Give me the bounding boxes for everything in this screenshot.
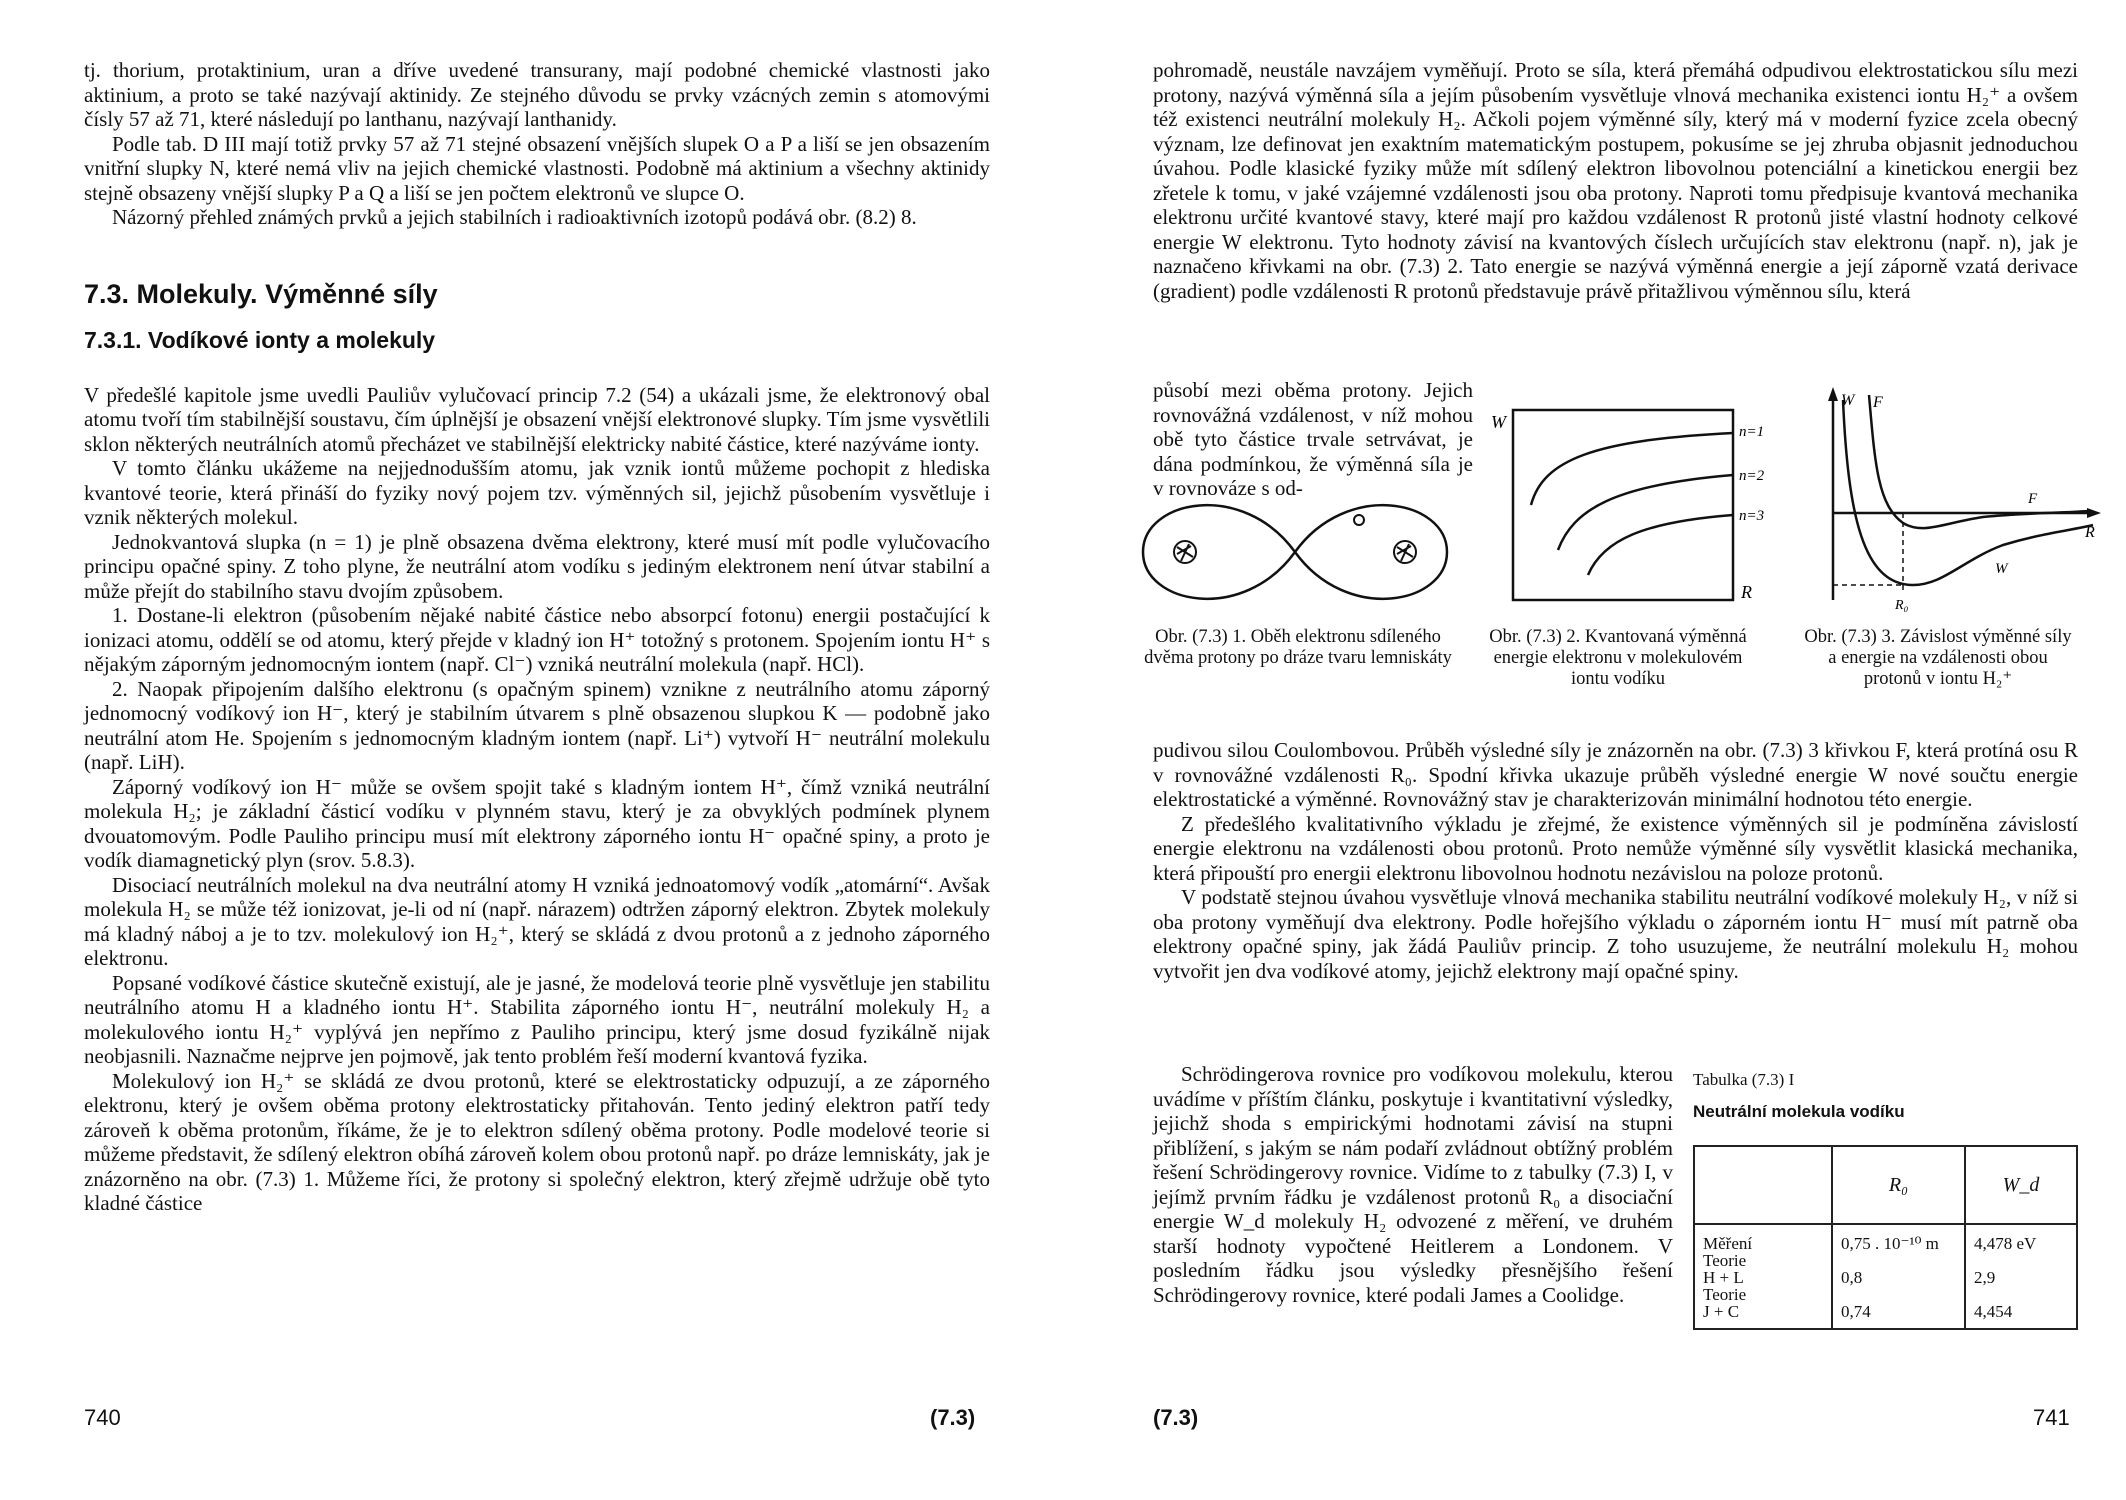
curve-n3	[1588, 515, 1733, 575]
table-header-cell: R₀	[1832, 1146, 1965, 1224]
axis-label-w: W	[1491, 412, 1506, 432]
right-middle-column	[1153, 738, 2078, 983]
paragraph: Názorný přehled známých prvků a jejich stabilních i radioaktivních izotopů podává obr. (8.2) 8.	[112, 205, 917, 229]
paragraph: Jednokvantová slupka (n = 1) je plně obsazena dvěma elektrony, které musí mít podle vylučovacího principu opačné spiny. Z toho plyne, že neutrální atom vodíku s jediným elektronem není útvar stabilní a může přejít do stabilního stavu dvojím způsobem.	[84, 529, 990, 603]
paragraph: Podle tab. D III mají totiž prvky 57 až 71 stejné obsazení vnějších slupek O a P a liší se jen obsazením vnitřní slupky N, které nemá vliv na jejich chemické vlastnosti. Podobně má aktinium a všechny aktinidy stejně obsazeny vnější slupky P a Q a liší se jen počtem elektronů ve slupce O.	[84, 131, 990, 205]
table-title: Neutrální molekula vodíku	[1693, 1102, 1905, 1121]
section-mark: (7.3)	[1153, 1405, 1199, 1430]
paragraph: Molekulový ion H₂⁺ se skládá ze dvou protonů, které se elektrostaticky odpuzují, a ze záporného elektronu, který je ovšem oběma protony elektrostaticky přitahován. Tento jediný elektron patří tedy zároveň k oběma protonům, říkáme, že je to elektron sdílený oběma protony. Podle modelové teorie si můžeme představit, že sdílený elektron obíhá zároveň kolem obou protonů např. po dráze lemniskáty, jak je znázorněno na obr. (7.3) 1. Můžeme říci, že protony si společný elektron, který zřejmě udržuje obě tyto kladné částice	[84, 1068, 990, 1215]
figure-lemniscate	[1133, 490, 1458, 615]
paragraph: 1. Dostane-li elektron (působením nějaké nabité částice nebo absorpcí fotonu) energii postačující k ionizaci atomu, oddělí se od atomu, který přejde v kladný ion H⁺ totožný s protonem. Spojením iontu H⁺ s nějakým záporným jednomocným iontem (např. Cl⁻) vzniká neutrální molekula (např. HCl).	[84, 603, 990, 676]
figure-caption-1: Obr. (7.3) 1. Oběh elektronu sdíleného dvěma protony po dráze tvaru lemniskáty	[1144, 627, 1452, 668]
paragraph: Z předešlého kvalitativního výkladu je zřejmé, že existence výměnných sil je podmíněna závislostí energie elektronu na vzdálenosti obou protonů. Proto nemůže výměnné síly vysvětlit klasická mechanika, která připouští pro energii elektronu libovolnou hodnotu nezávislou na poloze protonů.	[1153, 811, 2078, 885]
electron	[1354, 515, 1364, 525]
figure-wrap-text: působí mezi oběma protony. Jejich rovnovážná vzdálenost, v níž mohou obě tyto částice trvale setrvávat, je dána podmínkou, že výměnná síla je v rovnováze s od-	[1153, 378, 1473, 500]
right-page	[1063, 0, 2126, 1500]
label-n1: n=1	[1739, 424, 1765, 440]
curve-w	[1843, 400, 2093, 585]
paragraph: Schrödingerova rovnice pro vodíkovou molekulu, kterou uvádíme v příštím článku, poskytuje i kvantitativní výsledky, jejichž shoda s empirickými hodnotami závisí na stupni přiblížení, s jakým se nám podaří zvládnout obtížný problém řešení Schrödingerovy rovnice. Vidíme to z tabulky (7.3) I, v jejímž prvním řádku je vzdálenost protonů R₀ a disociační energie W_d molekuly H₂ odvozené z měření, ve druhém starší hodnoty vypočtené Heitlerem a Londonem. V posledním řádku jsou výsledky přesnějšího řešení Schrödingerovy rovnice, které podali James a Coolidge.	[1153, 1062, 1673, 1307]
table-row	[1694, 1224, 2077, 1329]
data-table	[1693, 1145, 2078, 1330]
paragraph: V tomto článku ukážeme na nejjednodušším atomu, jak vznik iontů můžeme pochopit z hlediska kvantové teorie, která přináší do fyziky nový pojem tzv. výměnných sil, jejichž působením vysvětluje i vznik některých molekul.	[84, 456, 990, 529]
label-w: W	[1995, 561, 2008, 577]
table-row-labels: Měření Teorie H + L Teorie J + C	[1694, 1224, 1832, 1329]
table-caption: Tabulka (7.3) I	[1693, 1070, 1795, 1089]
table-header-cell: W_d	[1965, 1146, 2077, 1224]
figure-caption-2: Obr. (7.3) 2. Kvantovaná výměnná energie elektronu v molekulovém iontu vodíku	[1489, 627, 1747, 689]
left-column	[84, 58, 990, 1216]
axis-label-f: F	[1873, 394, 1883, 411]
paragraph: V předešlé kapitole jsme uvedli Pauliův vylučovací princip 7.2 (54) a ukázali jsme, že elektronový obal atomu tvoří tím stabilnější soustavu, čím úplnější je obsazení vnější elektronové slupky. Tím jsme vysvětlili sklon některých neutrálních atomů přecházet ve stabilnější elektricky nabité částice, které nazýváme ionty.	[84, 382, 990, 456]
figure-force-energy	[1803, 385, 2113, 615]
page-number: 740	[84, 1405, 121, 1430]
paragraph: pudivou silou Coulombovou. Průběh výsledné síly je znázorněn na obr. (7.3) 3 křivkou F, která protíná osu R v rovnovážné vzdálenosti R₀. Spodní křivka ukazuje průběh výsledné energie W nové součtu energie elektrostatické a výměnné. Rovnovážný stav je charakterizován minimální hodnotou této energie.	[1153, 738, 2078, 811]
label-n2: n=2	[1739, 468, 1765, 484]
plot-frame	[1513, 410, 1733, 600]
section-mark: (7.3)	[930, 1405, 976, 1430]
table-r0-values: 0,75 . 10⁻¹⁰ m 0,8 0,74	[1832, 1224, 1965, 1329]
paragraph: Záporný vodíkový ion H⁻ může se ovšem spojit také s kladným iontem H⁺, čímž vzniká neutrální molekula H₂; je základní částicí vodíku v plynném stavu, který je za obvyklých podmínek plynem dvouatomovým. Podle Pauliho principu musí mít elektrony záporného iontu H⁻ opačné spiny, a proto je vodík diamagnetický plyn (srov. 5.8.3).	[84, 774, 990, 872]
axis-label-r: R	[2085, 524, 2095, 541]
curve-n2	[1558, 475, 1733, 550]
paragraph: Disociací neutrálních molekul na dva neutrální atomy H vzniká jednoatomový vodík „atomární“. Avšak molekula H₂ se může též ionizovat, je-li od ní (např. nárazem) odtržen záporný elektron. Zbytek molekuly má kladný náboj a je to tzv. molekulový ion H₂⁺, který se skládá z dvou protonů a z jednoho záporného elektronu.	[84, 872, 990, 970]
paragraph: 2. Naopak připojením dalšího elektronu (s opačným spinem) vznikne z neutrálního atomu záporný jednomocný vodíkový ion H⁻, který je stabilním útvarem s plně obsazenou slupkou K — podobně jako neutrální atom He. Spojením s jednomocným kladným iontem (např. Li⁺) vytvoří H⁻ neutrální molekulu (např. LiH).	[84, 676, 990, 774]
section-heading: 7.3. Molekuly. Výměnné síly	[84, 278, 438, 309]
right-lower-column	[1153, 1062, 1673, 1307]
paragraph: tj. thorium, protaktinium, uran a dříve uvedené transurany, mají podobné chemické vlastnosti jako aktinium, a proto se také nazývají aktinidy. Ze stejného důvodu se prvky vzácných zemin s atomovými čísly 57 až 71, které následují po lanthanu, nazývají lanthanidy.	[84, 58, 990, 131]
paragraph: V podstatě stejnou úvahou vysvětluje vlnová mechanika stabilitu neutrální vodíkové molekuly H₂, v níž si oba protony vyměňují dva elektrony. Podle hořejšího výkladu o záporném iontu H⁻ musí mít patrně oba elektrony opačné spiny, jak žádá Pauliův princip. Z toho usuzujeme, že neutrální molekulu H₂ mohou vytvořit jen dva vodíkové atomy, jejichž elektrony mají opačné spiny.	[1153, 885, 2078, 983]
label-f: F	[2028, 491, 2038, 507]
label-n3: n=3	[1739, 508, 1765, 524]
axis-label-w: W	[1841, 392, 1855, 409]
table-header-row	[1694, 1146, 2077, 1224]
label-r0: R₀	[1895, 598, 1909, 613]
table-wd-values: 4,478 eV 2,9 4,454	[1965, 1224, 2077, 1329]
figure-caption-3: Obr. (7.3) 3. Závislost výměnné síly a energie na vzdálenosti obou protonů v iontu H₂⁺	[1804, 627, 2072, 689]
curve-n1	[1531, 433, 1733, 505]
curve-f	[1869, 395, 2088, 528]
page-number: 741	[2033, 1405, 2070, 1430]
subsection-heading: 7.3.1. Vodíkové ionty a molekuly	[84, 327, 436, 353]
axis-label-r: R	[1741, 582, 1752, 602]
right-top-column	[1153, 58, 2078, 303]
paragraph: Popsané vodíkové částice skutečně existují, ale je jasné, že modelová teorie plně vysvětluje jen stabilitu neutrálního atomu H a kladného iontu H⁺. Stabilita záporného iontu H⁻, neutrální molekuly H₂ a molekulového iontu H₂⁺ vyplývá jen nepřímo z Pauliho principu, který jsme dosud fyzikálně nijak neobjasnili. Naznačme nejprve jen pojmově, jak tento problém řeší moderní kvantová fyzika.	[84, 970, 990, 1068]
figure-quantized-energy	[1483, 400, 1793, 620]
table-header-cell	[1694, 1146, 1832, 1224]
paragraph: pohromadě, neustále navzájem vyměňují. Proto se síla, která přemáhá odpudivou elektrostatickou sílu mezi protony, nazývá výměnná síla a jejím působením vysvětluje vlnová mechanika existenci iontu H₂⁺ a ovšem též existenci neutrální molekuly H₂. Ačkoli pojem výměnné síly, který má v moderní fyzice zcela obecný význam, lze definovat jen exaktním matematickým postupem, pokusíme se jej zhruba objasnit jednoduchou úvahou. Podle klasické fyziky může mít sdílený elektron libovolnou potenciální a kinetickou energii bez zřetele k tomu, v jaké vzájemné vzdálenosti jsou oba protony. Naproti tomu předpisuje kvantová mechanika elektronu určité kvantové stavy, které mají pro každou vzdálenost R protonů jisté vlastní hodnoty celkové energie W elektronu. Tyto hodnoty závisí na kvantových číslech určujících stav elektronu (např. n), jak je naznačeno křivkami na obr. (7.3) 2. Tato energie se nazývá výměnná energie a její záporně vzatá derivace (gradient) podle vzdálenosti R protonů představuje právě přitažlivou výměnnou sílu, která	[1153, 58, 2078, 303]
